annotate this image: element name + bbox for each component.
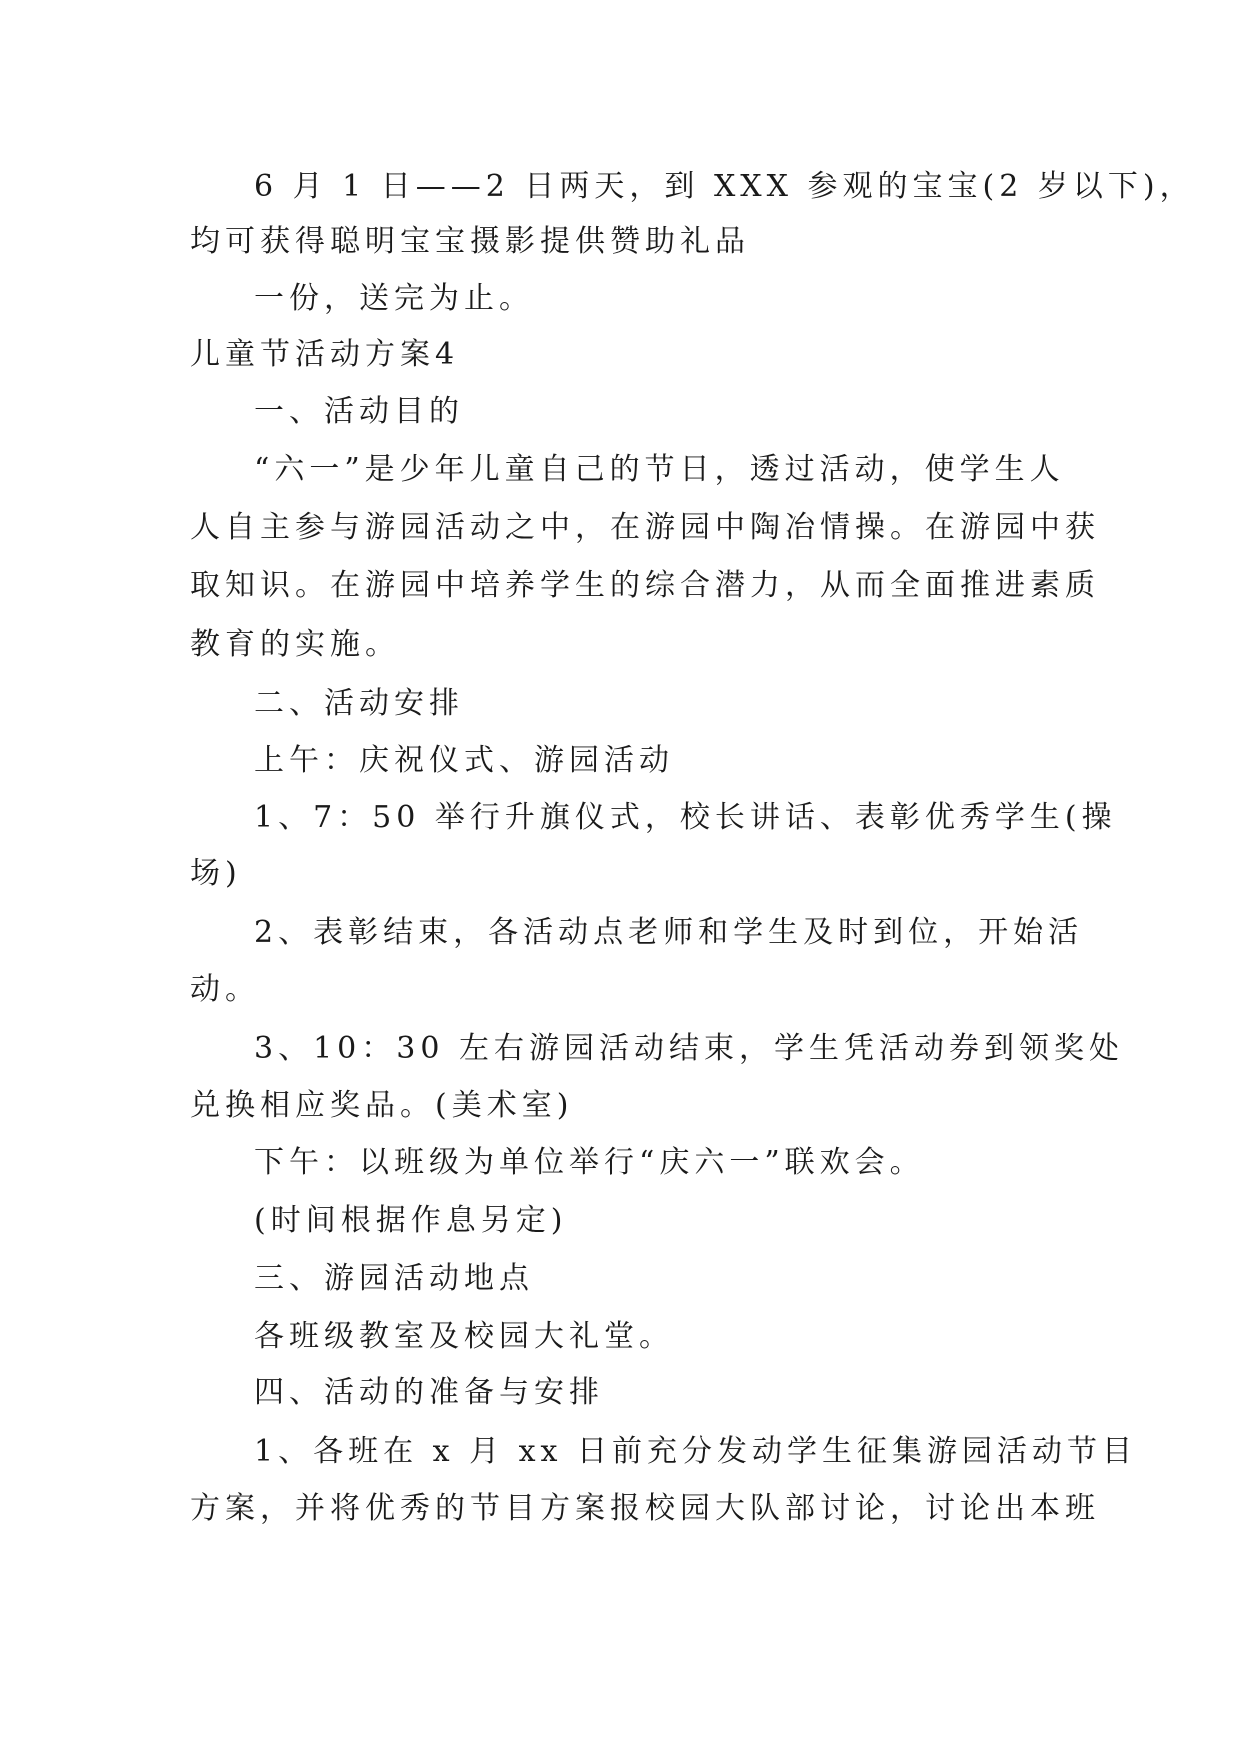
paragraph-line: 1、各班在 x 月 xx 日前充分发动学生征集游园活动节目 <box>254 1434 1137 1469</box>
paragraph-line: 2、表彰结束，各活动点老师和学生及时到位，开始活 <box>254 915 1084 950</box>
paragraph-line: “六一”是少年儿童自己的节日，透过活动，使学生人 <box>254 452 1065 487</box>
section-subheading: 一、活动目的 <box>254 394 464 429</box>
section-subheading: 三、游园活动地点 <box>254 1261 534 1296</box>
paragraph-line: 取知识。在游园中培养学生的综合潜力，从而全面推进素质 <box>190 568 1100 603</box>
paragraph-line: 各班级教室及校园大礼堂。 <box>254 1319 674 1354</box>
paragraph-line: 教育的实施。 <box>190 627 400 662</box>
paragraph-line: 1、7：50 举行升旗仪式，校长讲话、表彰优秀学生(操 <box>254 800 1117 835</box>
paragraph-line: 一份，送完为止。 <box>254 281 534 316</box>
paragraph-line: 方案，并将优秀的节目方案报校园大队部讨论，讨论出本班 <box>190 1491 1100 1526</box>
paragraph-line: 3、10：30 左右游园活动结束，学生凭活动券到领奖处 <box>254 1031 1124 1066</box>
paragraph-line: 兑换相应奖品。(美术室) <box>190 1088 574 1123</box>
paragraph-line: 6 月 1 日——2 日两天，到 XXX 参观的宝宝(2 岁以下)， <box>254 169 1195 204</box>
paragraph-line: 均可获得聪明宝宝摄影提供赞助礼品 <box>190 224 750 259</box>
paragraph-line: 场) <box>190 856 242 891</box>
paragraph-line: 上午：庆祝仪式、游园活动 <box>254 743 674 778</box>
section-heading: 儿童节活动方案4 <box>190 337 460 372</box>
paragraph-line: 人自主参与游园活动之中，在游园中陶冶情操。在游园中获 <box>190 510 1100 545</box>
paragraph-line: 动。 <box>190 972 260 1007</box>
section-subheading: 二、活动安排 <box>254 686 464 721</box>
paragraph-line: (时间根据作息另定) <box>254 1203 568 1238</box>
section-subheading: 四、活动的准备与安排 <box>254 1375 604 1410</box>
paragraph-line: 下午：以班级为单位举行“庆六一”联欢会。 <box>254 1145 925 1180</box>
